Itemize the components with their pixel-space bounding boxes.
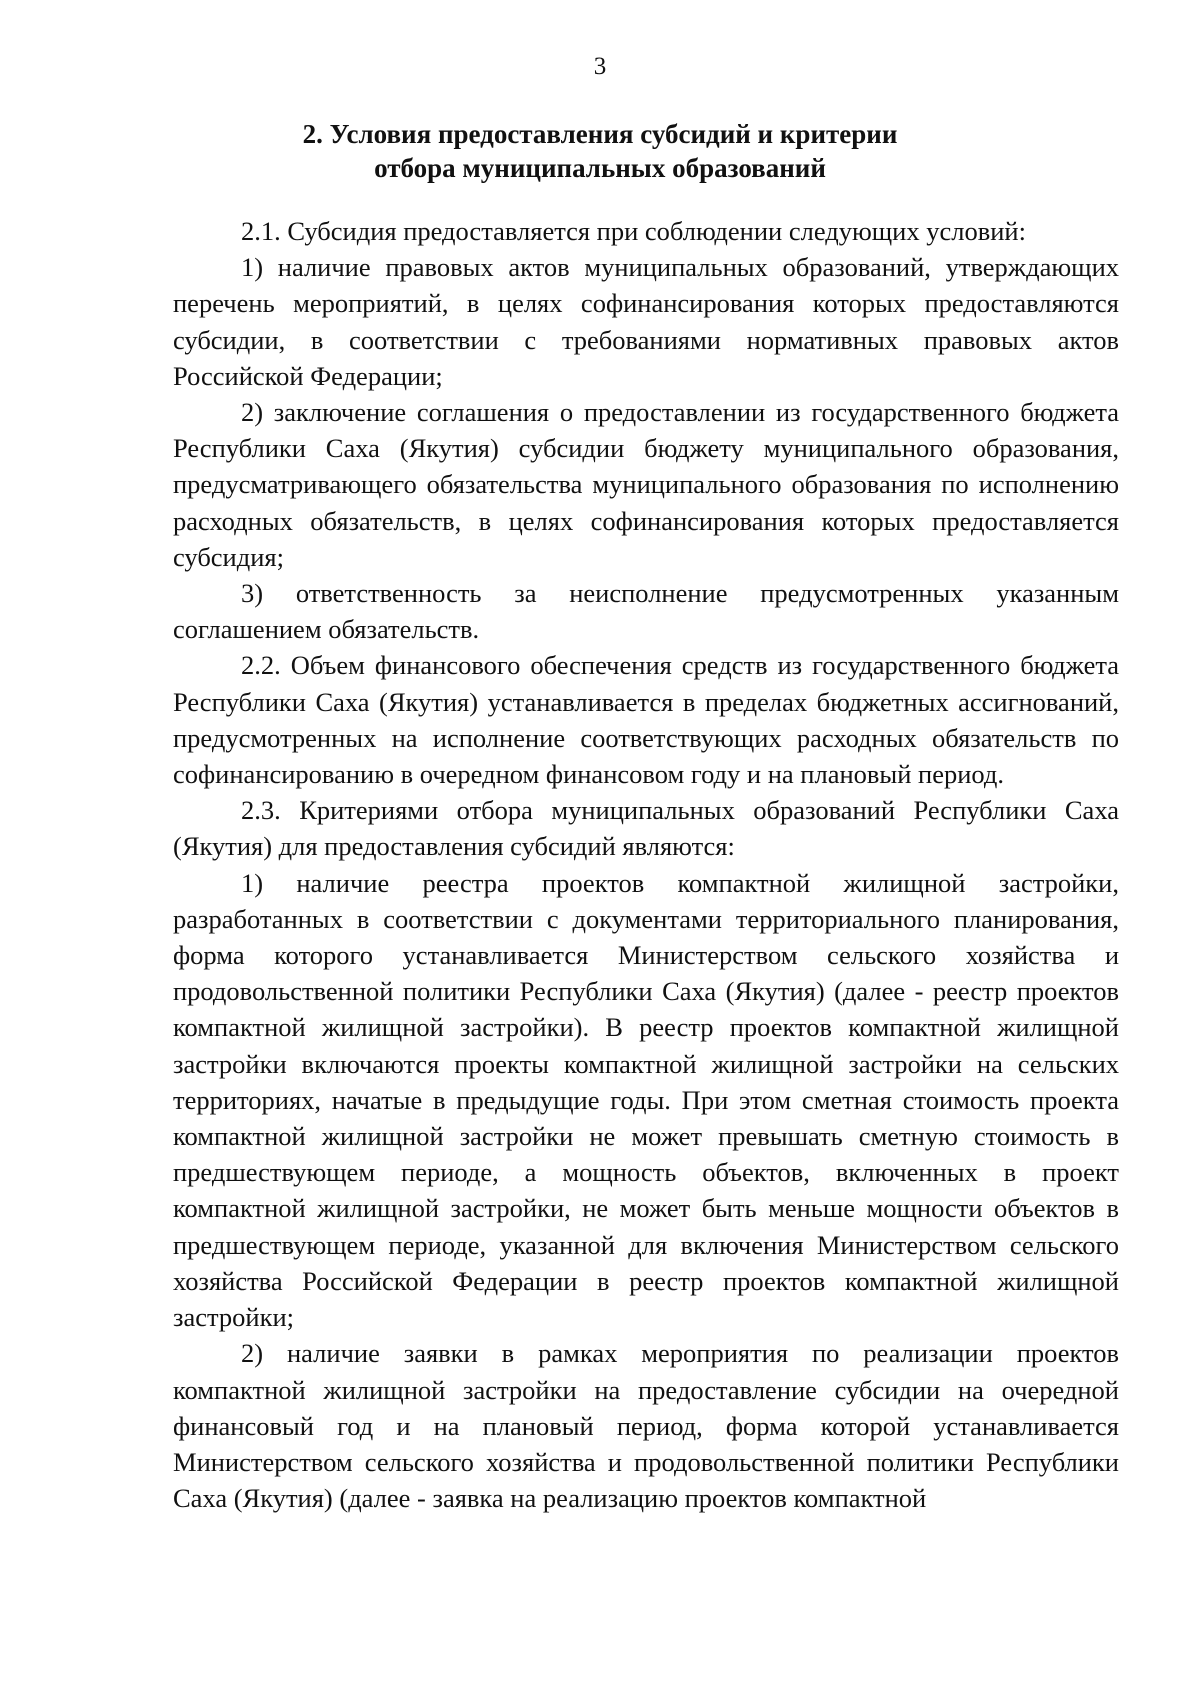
page-number: 3 bbox=[593, 53, 607, 80]
paragraph-condition-3: 3) ответственность за неисполнение предусмотренных указанным соглашением обязательств. bbox=[173, 578, 1119, 645]
body-text bbox=[173, 213, 1119, 1516]
paragraph-criterion-2: 2) наличие заявки в рамках мероприятия по реализации проектов компактной жилищной застройки на предоставление субсидии на очередной финансовый год и на плановый период, форма которой устанавливается Министерством сельского хозяйства и продовольственной политики Республики Саха (Якутия) (далее - заявка на реализацию проектов компактной bbox=[173, 1338, 1119, 1514]
paragraph-condition-1: 1) наличие правовых актов муниципальных образований, утверждающих перечень мероприятий, в целях софинансирования которых предоставляются субсидии, в соответствии с требованиями нормативных правовых актов Российской Федерации; bbox=[173, 252, 1119, 391]
paragraph-2-1: 2.1. Субсидия предоставляется при соблюдении следующих условий: bbox=[241, 216, 1026, 246]
paragraph-2-3: 2.3. Критериями отбора муниципальных образований Республики Саха (Якутия) для предоставления субсидий являются: bbox=[173, 795, 1119, 862]
paragraph-2-2: 2.2. Объем финансового обеспечения средств из государственного бюджета Республики Саха (Якутия) устанавливается в пределах бюджетных ассигнований, предусмотренных на исполнение соответствующих расходных обязательств по софинансированию в очередном финансовом году и на плановый период. bbox=[173, 650, 1119, 790]
paragraph-condition-2: 2) заключение соглашения о предоставлении из государственного бюджета Республики Саха (Якутия) субсидии бюджету муниципального образования, предусматривающего обязательства муниципального образования по исполнению расходных обязательств, в целях софинансирования которых предоставляется субсидия; bbox=[173, 397, 1119, 572]
section-heading bbox=[0, 117, 1200, 185]
section-heading-line-2: отбора муниципальных образований bbox=[374, 153, 826, 183]
section-heading-line-1: 2. Условия предоставления субсидий и критерии bbox=[302, 119, 898, 149]
paragraph-criterion-1: 1) наличие реестра проектов компактной жилищной застройки, разработанных в соответствии с документами территориального планирования, форма которого устанавливается Министерством сельского хозяйства и продовольственной политики Республики Саха (Якутия) (далее - реестр проектов компактной жилищной застройки). В реестр проектов компактной жилищной застройки включаются проекты компактной жилищной застройки на сельских территориях, начатые в предыдущие годы. При этом сметная стоимость проекта компактной жилищной застройки не может превышать сметную стоимость в предшествующем периоде, а мощность объектов, включенных в проект компактной жилищной застройки, не может быть меньше мощности объектов в предшествующем периоде, указанной для включения Министерством сельского хозяйства Российской Федерации в реестр проектов компактной жилищной застройки; bbox=[173, 867, 1119, 1333]
